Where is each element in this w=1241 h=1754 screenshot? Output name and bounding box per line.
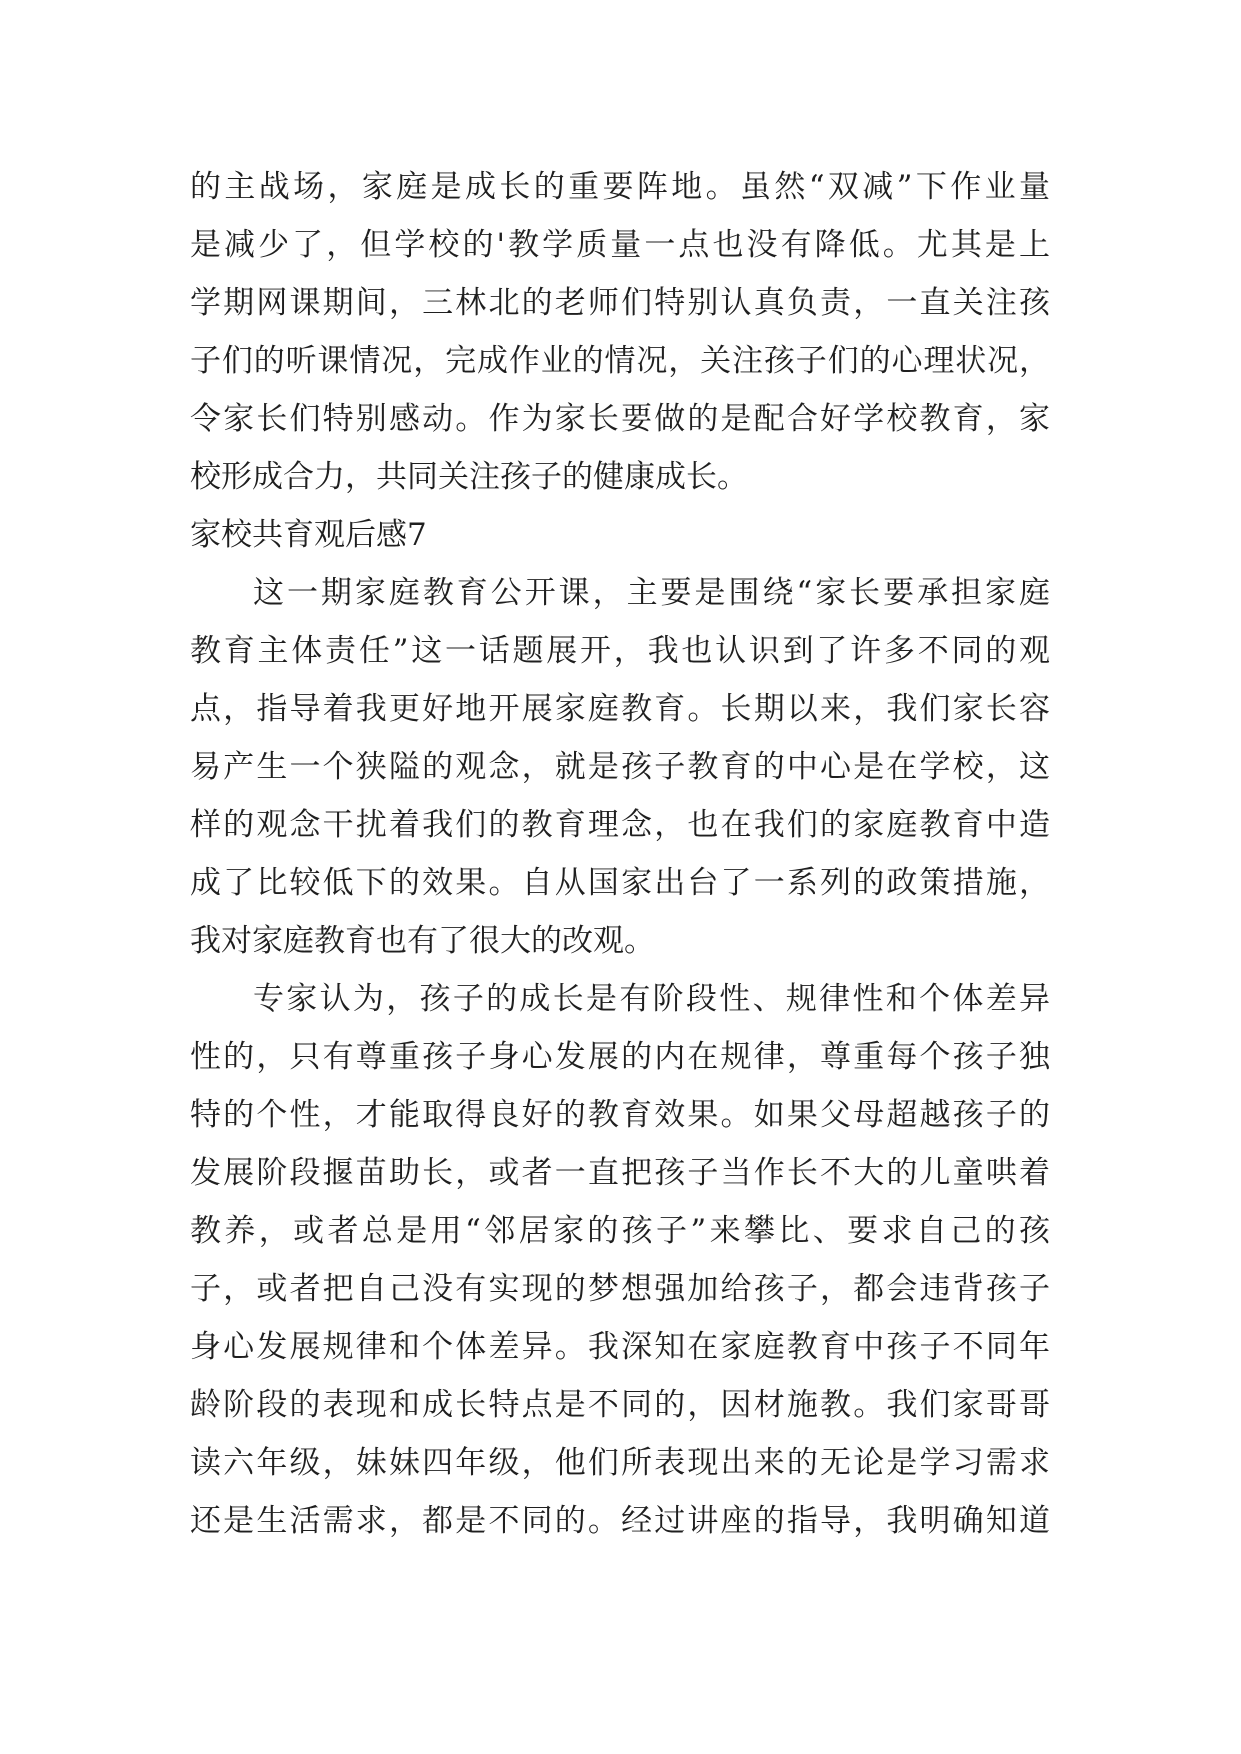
text-line: 易产生一个狭隘的观念，就是孩子教育的中心是在学校，这: [190, 749, 1050, 785]
text-line: 教育主体责任”这一话题展开，我也认识到了许多不同的观: [190, 633, 1050, 669]
text-line: 读六年级，妹妹四年级，他们所表现出来的无论是学习需求: [190, 1445, 1050, 1481]
text-line: 这一期家庭教育公开课，主要是围绕“家长要承担家庭: [253, 575, 1050, 611]
text-line: 发展阶段揠苗助长，或者一直把孩子当作长不大的儿童哄着: [190, 1155, 1050, 1191]
text-line: 专家认为，孩子的成长是有阶段性、规律性和个体差异: [253, 981, 1050, 1017]
text-line: 子们的听课情况，完成作业的情况，关注孩子们的心理状况，: [190, 343, 1050, 379]
text-line: 样的观念干扰着我们的教育理念，也在我们的家庭教育中造: [190, 807, 1050, 843]
text-line: 龄阶段的表现和成长特点是不同的，因材施教。我们家哥哥: [190, 1387, 1050, 1423]
text-line: 子，或者把自己没有实现的梦想强加给孩子，都会违背孩子: [190, 1271, 1050, 1307]
text-line: 教养，或者总是用“邻居家的孩子”来攀比、要求自己的孩: [190, 1213, 1050, 1249]
section-heading: 家校共育观后感7: [190, 517, 427, 553]
text-line: 特的个性，才能取得良好的教育效果。如果父母超越孩子的: [190, 1097, 1050, 1133]
text-line: 校形成合力，共同关注孩子的健康成长。: [190, 459, 748, 495]
text-line: 点，指导着我更好地开展家庭教育。长期以来，我们家长容: [190, 691, 1050, 727]
text-line: 学期网课期间，三林北的老师们特别认真负责，一直关注孩: [190, 285, 1050, 321]
text-line: 成了比较低下的效果。自从国家出台了一系列的政策措施，: [190, 865, 1050, 901]
text-line: 是减少了，但学校的'教学质量一点也没有降低。尤其是上: [190, 227, 1050, 263]
text-line: 的主战场，家庭是成长的重要阵地。虽然“双减”下作业量: [190, 169, 1050, 205]
text-line: 还是生活需求，都是不同的。经过讲座的指导，我明确知道: [190, 1503, 1050, 1539]
text-line: 令家长们特别感动。作为家长要做的是配合好学校教育，家: [190, 401, 1050, 437]
text-line: 我对家庭教育也有了很大的改观。: [190, 923, 655, 959]
text-line: 身心发展规律和个体差异。我深知在家庭教育中孩子不同年: [190, 1329, 1050, 1365]
text-line: 性的，只有尊重孩子身心发展的内在规律，尊重每个孩子独: [190, 1039, 1050, 1075]
